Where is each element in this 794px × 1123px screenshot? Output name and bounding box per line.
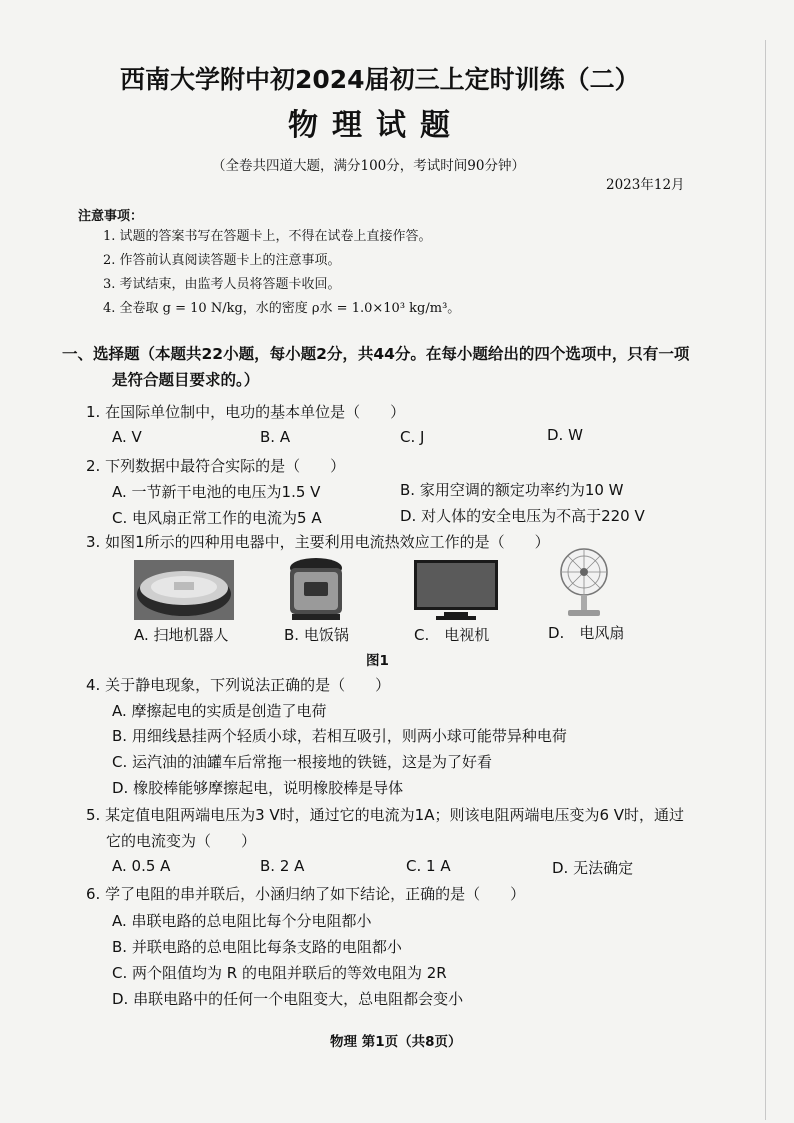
option-a: A. 摩擦起电的实质是创造了电荷: [112, 702, 327, 720]
question-stem: 1. 在国际单位制中，电功的基本单位是（ ）: [86, 403, 406, 421]
notice-item: 1. 试题的答案书写在答题卡上，不得在试卷上直接作答。: [103, 229, 432, 244]
option-d: D. W: [547, 426, 583, 444]
page-edge-line: [765, 40, 766, 1120]
figure-caption: 图1: [366, 653, 389, 669]
question-stem: 3. 如图1所示的四种用电器中，主要利用电流热效应工作的是（ ）: [86, 533, 550, 551]
option-d: D. 电风扇: [548, 624, 625, 642]
page-footer: 物理 第1页（共8页）: [330, 1034, 462, 1050]
robot-vacuum-image: [134, 560, 234, 620]
option-a: A. 0.5 A: [112, 857, 171, 875]
question-stem: 5. 某定值电阻两端电压为3 V时，通过它的电流为1A；则该电阻两端电压变为6 V时，通过: [86, 806, 685, 824]
section-heading: 一、选择题（本题共22小题，每小题2分，共44分。在每小题给出的四个选项中，只有一项: [62, 345, 690, 363]
option-b: B. 并联电路的总电阻比每条支路的电阻都小: [112, 938, 402, 956]
subject-title: 物理试题: [288, 108, 464, 143]
option-c: C. J: [400, 428, 425, 446]
notice-item: 2. 作答前认真阅读答题卡上的注意事项。: [103, 253, 341, 268]
option-b: B. 2 A: [260, 857, 305, 875]
option-d: D. 对人体的安全电压为不高于220 V: [400, 507, 645, 525]
option-a: A. 扫地机器人: [134, 626, 229, 644]
exam-info: （全卷共四道大题，满分100分，考试时间90分钟）: [212, 158, 525, 174]
option-b: B. 电饭锅: [284, 626, 349, 644]
exam-title: 西南大学附中初2024届初三上定时训练（二）: [120, 65, 640, 94]
option-a: A. 串联电路的总电阻比每个分电阻都小: [112, 912, 372, 930]
notice-item: 3. 考试结束，由监考人员将答题卡收回。: [103, 277, 341, 292]
option-a: A. 一节新干电池的电压为1.5 V: [112, 483, 321, 501]
option-c: C. 运汽油的油罐车后常拖一根接地的铁链，这是为了好看: [112, 753, 493, 771]
option-b: B. 用细线悬挂两个轻质小球，若相互吸引，则两小球可能带异种电荷: [112, 727, 567, 745]
option-a: A. V: [112, 428, 142, 446]
option-c: C. 1 A: [406, 857, 451, 875]
section-heading-cont: 是符合题目要求的。）: [112, 371, 260, 389]
electric-fan-image: [556, 548, 612, 622]
notice-item: 4. 全卷取 g = 10 N/kg，水的密度 ρ水 = 1.0×10³ kg/m³。: [103, 301, 461, 316]
option-c: C. 两个阻值均为 R 的电阻并联后的等效电阻为 2R: [112, 964, 447, 982]
question-stem-cont: 它的电流变为（ ）: [106, 832, 257, 850]
option-d: D. 无法确定: [552, 859, 634, 877]
option-d: D. 橡胶棒能够摩擦起电，说明橡胶棒是导体: [112, 779, 404, 797]
option-d: D. 串联电路中的任何一个电阻变大，总电阻都会变小: [112, 990, 464, 1008]
option-b: B. 家用空调的额定功率约为10 W: [400, 481, 624, 499]
option-b: B. A: [260, 428, 291, 446]
question-stem: 6. 学了电阻的串并联后，小涵归纳了如下结论，正确的是（ ）: [86, 885, 526, 903]
question-stem: 4. 关于静电现象，下列说法正确的是（ ）: [86, 676, 391, 694]
option-c: C. 电视机: [414, 626, 490, 644]
notice-heading: 注意事项：: [78, 209, 144, 224]
television-image: [414, 560, 498, 622]
exam-date: 2023年12月: [606, 177, 685, 193]
rice-cooker-image: [288, 556, 344, 622]
question-stem: 2. 下列数据中最符合实际的是（ ）: [86, 457, 346, 475]
option-c: C. 电风扇正常工作的电流为5 A: [112, 509, 322, 527]
